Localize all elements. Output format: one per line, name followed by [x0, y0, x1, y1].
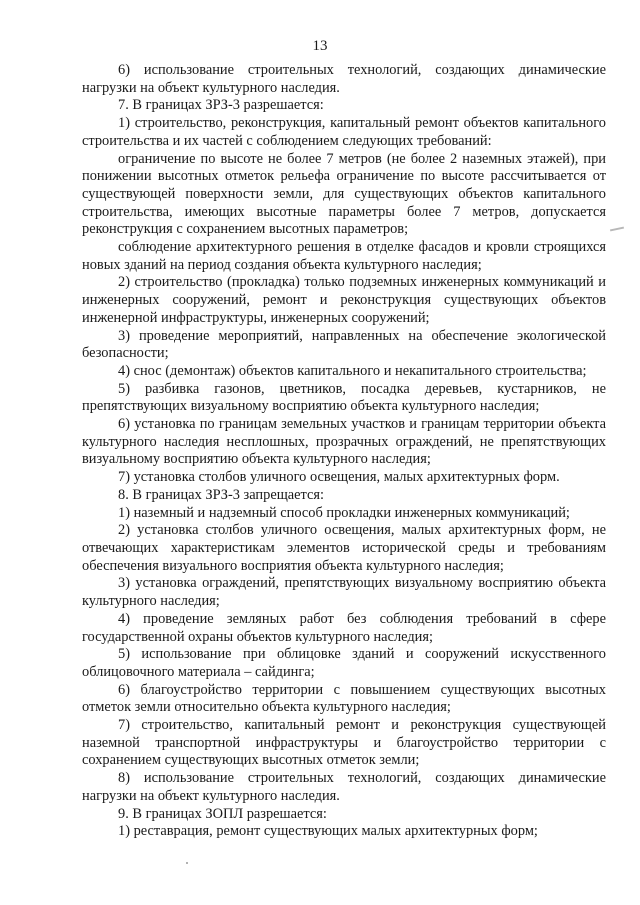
- requirement-item: соблюдение архитектурного решения в отделке фасадов и кровли строящихся новых зданий на период создания объекта культурного наследия;: [82, 239, 606, 273]
- list-item: 1) реставрация, ремонт существующих малых архитектурных форм;: [118, 823, 538, 840]
- document-body: [82, 62, 606, 841]
- list-item: 8) использование строительных технологий, создающих динамические нагрузки на объект культурного наследия.: [82, 770, 606, 804]
- requirement-item: ограничение по высоте не более 7 метров (не более 2 наземных этажей), при понижении высотных отметок рельефа ограничение по высоте рассчитывается от существующей поверхности земли, для существующих объектов капитального строительства, имеющих высотные параметры более 7 метров, допускается реконструкция с сохранением высотных параметров;: [82, 150, 606, 238]
- section-heading: 9. В границах ЗОПЛ разрешается:: [118, 805, 327, 822]
- list-item: 4) проведение земляных работ без соблюдения требований в сфере государственной охраны объектов культурного наследия;: [82, 610, 606, 645]
- list-item: 1) наземный и надземный способ прокладки инженерных коммуникаций;: [118, 504, 570, 521]
- list-item: 2) строительство (прокладка) только подземных инженерных коммуникаций и инженерных сооружений, ремонт и реконструкция существующих объектов инженерной инфраструктуры, инженерных сооружений;: [82, 274, 606, 326]
- scan-mark: [610, 227, 624, 232]
- list-item: 3) установка ограждений, препятствующих визуальному восприятию объекта культурного наследия;: [82, 575, 606, 610]
- list-item: 2) установка столбов уличного освещения, малых архитектурных форм, не отвечающих характеристикам элементов исторической среды и требованиям обеспечения визуального восприятия объекта культурного наследия;: [82, 522, 606, 574]
- section-heading: 7. В границах ЗРЗ-3 разрешается:: [118, 97, 324, 114]
- paragraph: 6) использование строительных технологий, создающих динамические нагрузки на объект культурного наследия.: [82, 62, 606, 96]
- list-item: 6) установка по границам земельных участков и границам территории объекта культурного наследия несплошных, прозрачных ограждений, не препятствующих визуальному восприятию объекта культурного наследия;: [82, 416, 606, 468]
- page-number: 13: [312, 38, 328, 54]
- list-item: 1) строительство, реконструкция, капитальный ремонт объектов капитального строительства и их частей с соблюдением следующих требований:: [82, 115, 606, 149]
- list-item: 3) проведение мероприятий, направленных на обеспечение экологической безопасности;: [82, 327, 606, 362]
- list-item: 5) использование при облицовке зданий и сооружений искусственного облицовочного материала – сайдинга;: [82, 646, 606, 680]
- list-item: 5) разбивка газонов, цветников, посадка деревьев, кустарников, не препятствующих визуальному восприятию объекта культурного наследия;: [82, 380, 606, 415]
- scan-dot: [186, 862, 188, 864]
- list-item: 6) благоустройство территории с повышением существующих высотных отметок земли относительно объекта культурного наследия;: [82, 681, 606, 716]
- section-heading: 8. В границах ЗРЗ-3 запрещается:: [118, 486, 325, 503]
- list-item: 7) установка столбов уличного освещения, малых архитектурных форм.: [118, 469, 560, 486]
- list-item: 4) снос (демонтаж) объектов капитального и некапитального строительства;: [118, 362, 587, 379]
- list-item: 7) строительство, капитальный ремонт и реконструкция существующей наземной транспортной инфраструктуры и благоустройство территории с сохранением существующих высотных отметок земли;: [82, 717, 606, 769]
